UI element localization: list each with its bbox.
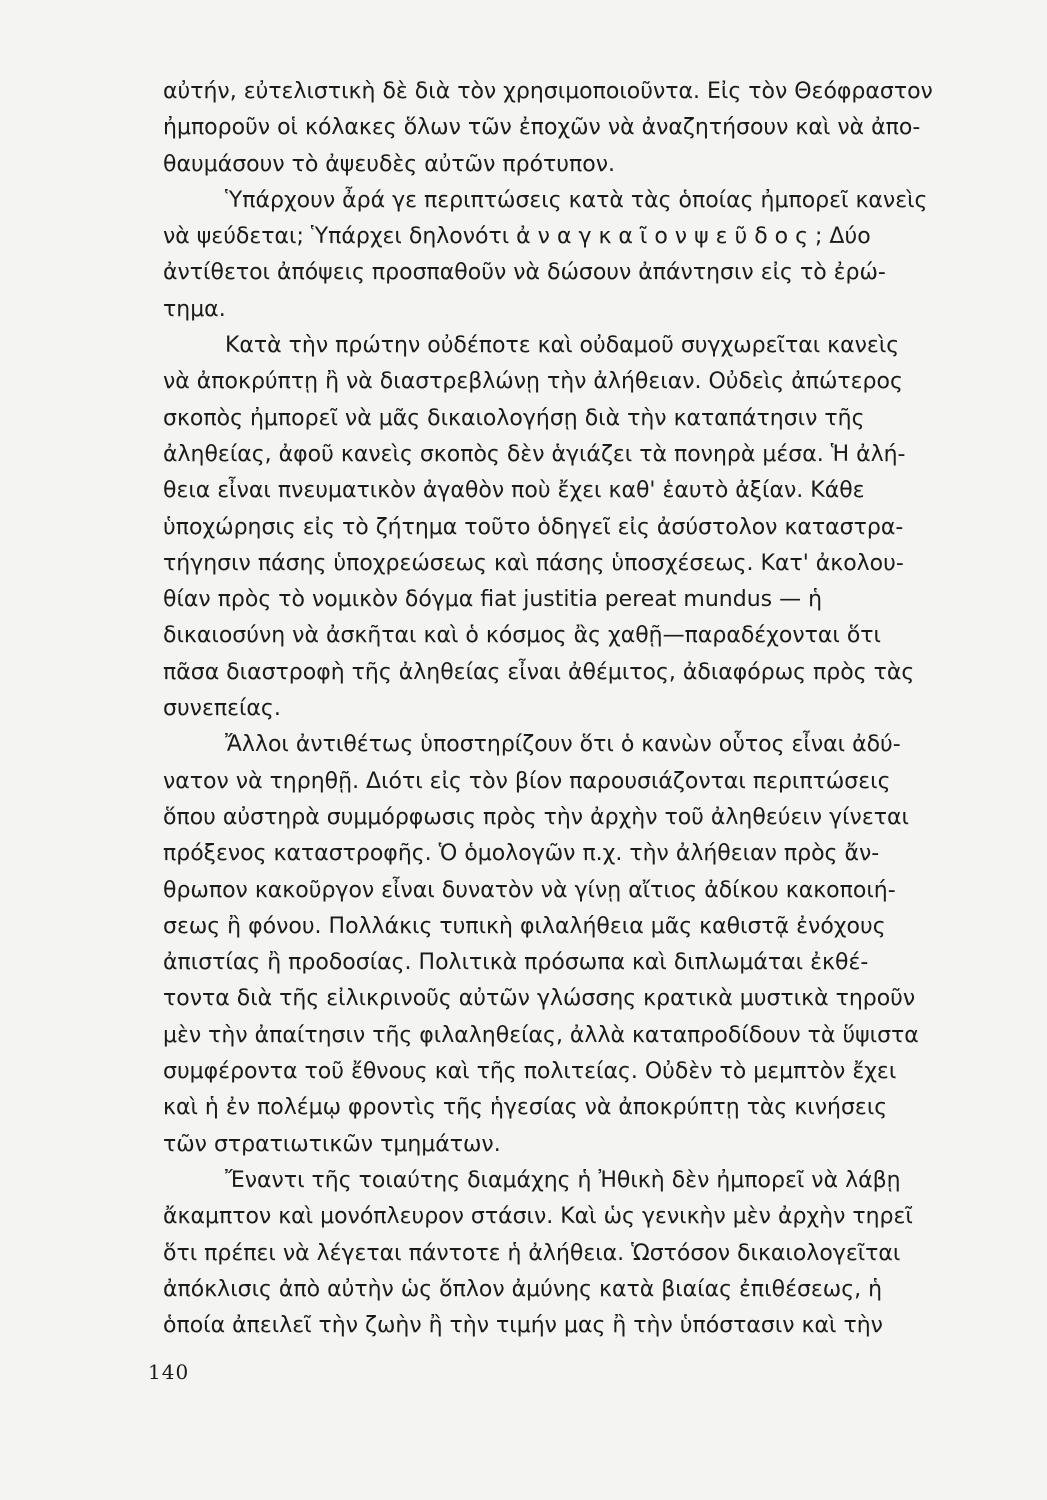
text-line: θρωπον κακοῦργον εἶναι δυνατὸν νὰ γίνῃ αἴτιος ἀδίκου κακοποιή- [163, 877, 896, 903]
text-line: ἀπόκλισις ἀπὸ αὐτὴν ὡς ὅπλον ἀμύνης κατὰ βιαίας ἐπιθέσεως, ἡ [163, 1276, 883, 1302]
body-text [163, 74, 1003, 1344]
text-line: ὁποία ἀπειλεῖ τὴν ζωὴν ἢ τὴν τιμήν μας ἢ τὴν ὑπόστασιν καὶ τὴν [163, 1313, 883, 1339]
text-line: συμφέροντα τοῦ ἔθνους καὶ τῆς πολιτείας. Οὐδὲν τὸ μεμπτὸν ἔχει [163, 1059, 897, 1085]
text-line: τήγησιν πάσης ὑποχρεώσεως καὶ πάσης ὑποσχέσεως. Κατ' ἀκολου- [163, 550, 904, 576]
text-line: καὶ ἡ ἐν πολέμῳ φροντὶς τῆς ἡγεσίας νὰ ἀποκρύπτῃ τὰς κινήσεις [163, 1095, 888, 1121]
paragraph-first-line: Ὑπάρχουν ἆρά γε περιπτώσεις κατὰ τὰς ὁποίας ἠμπορεῖ κανεὶς [225, 187, 928, 213]
text-line: θίαν πρὸς τὸ νομικὸν δόγμα fiat justitia pereat mundus — ἡ [163, 587, 823, 613]
text-line: νὰ ψεύδεται; Ὑπάρχει δηλονότι ἀ ν α γ κ α ῖ ο ν ψ ε ῦ δ ο ς ; Δύο [163, 224, 871, 250]
text-line: νατον νὰ τηρηθῇ. Διότι εἰς τὸν βίον παρουσιάζονται περιπτώσεις [163, 768, 891, 794]
text-line: σκοπὸς ἠμπορεῖ νὰ μᾶς δικαιολογήσῃ διὰ τὴν καταπάτησιν τῆς [163, 405, 865, 431]
text-line: θεια εἶναι πνευματικὸν ἀγαθὸν ποὺ ἔχει καθ' ἑαυτὸ ἀξίαν. Κάθε [163, 478, 865, 504]
text-line: συνεπείας. [163, 696, 281, 722]
text-line: τῶν στρατιωτικῶν τμημάτων. [163, 1131, 501, 1157]
text-line: ἀντίθετοι ἀπόψεις προσπαθοῦν νὰ δώσουν ἀπάντησιν εἰς τὸ ἐρώ- [163, 260, 886, 286]
paragraph-first-line: Ἄλλοι ἀντιθέτως ὑποστηρίζουν ὅτι ὁ κανὼν οὗτος εἶναι ἀδύ- [225, 732, 901, 758]
text-line: πᾶσα διαστροφὴ τῆς ἀληθείας εἶναι ἀθέμιτος, ἀδιαφόρως πρὸς τὰς [163, 659, 915, 685]
text-line: σεως ἢ φόνου. Πολλάκις τυπικὴ φιλαλήθεια μᾶς καθιστᾷ ἐνόχους [163, 913, 886, 939]
text-line: ἀπιστίας ἢ προδοσίας. Πολιτικὰ πρόσωπα καὶ διπλωμάται ἐκθέ- [163, 950, 869, 976]
paragraph-first-line: Κατὰ τὴν πρώτην οὐδέποτε καὶ οὐδαμοῦ συγχωρεῖται κανεὶς [225, 333, 900, 359]
text-line: ὅπου αὐστηρὰ συμμόρφωσις πρὸς τὴν ἀρχὴν τοῦ ἀληθεύειν γίνεται [163, 804, 909, 830]
text-line: ἀληθείας, ἀφοῦ κανεὶς σκοπὸς δὲν ἁγιάζει τὰ πονηρὰ μέσα. Ἡ ἀλή- [163, 441, 906, 467]
text-line: ἄκαμπτον καὶ μονόπλευρον στάσιν. Καὶ ὡς γενικὴν μὲν ἀρχὴν τηρεῖ [163, 1204, 913, 1230]
text-line: ὅτι πρέπει νὰ λέγεται πάντοτε ἡ ἀλήθεια. Ὡστόσον δικαιολογεῖται [163, 1240, 901, 1266]
paragraph-first-line: Ἔναντι τῆς τοιαύτης διαμάχης ἡ Ἠθικὴ δὲν ἠμπορεῖ νὰ λάβῃ [225, 1167, 901, 1193]
text-line: αὐτήν, εὐτελιστικὴ δὲ διὰ τὸν χρησιμοποιοῦντα. Εἰς τὸν Θεόφραστον [163, 79, 933, 104]
text-line: μὲν τὴν ἀπαίτησιν τῆς φιλαληθείας, ἀλλὰ καταπροδίδουν τὰ ὕψιστα [163, 1022, 919, 1048]
page-number: 140 [148, 1360, 190, 1384]
text-line: δικαιοσύνη νὰ ἀσκῆται καὶ ὁ κόσμος ἂς χαθῇ—παραδέχονται ὅτι [163, 623, 881, 649]
text-line: πρόξενος καταστροφῆς. Ὁ ὁμολογῶν π.χ. τὴν ἀλήθειαν πρὸς ἄν- [163, 841, 880, 867]
text-line: ἠμποροῦν οἱ κόλακες ὅλων τῶν ἐποχῶν νὰ ἀναζητήσουν καὶ νὰ ἀπο- [163, 115, 921, 141]
text-line: τημα. [163, 296, 226, 322]
text-line: νὰ ἀποκρύπτῃ ἢ νὰ διαστρεβλώνῃ τὴν ἀλήθειαν. Οὐδεὶς ἀπώτερος [163, 369, 903, 395]
text-line: θαυμάσουν τὸ ἀψευδὲς αὐτῶν πρότυπον. [163, 151, 616, 177]
text-line: ὑποχώρησις εἰς τὸ ζήτημα τοῦτο ὁδηγεῖ εἰς ἀσύστολον καταστρα- [163, 514, 904, 540]
text-line: τοντα διὰ τῆς εἰλικρινοῦς αὐτῶν γλώσσης κρατικὰ μυστικὰ τηροῦν [163, 986, 916, 1012]
